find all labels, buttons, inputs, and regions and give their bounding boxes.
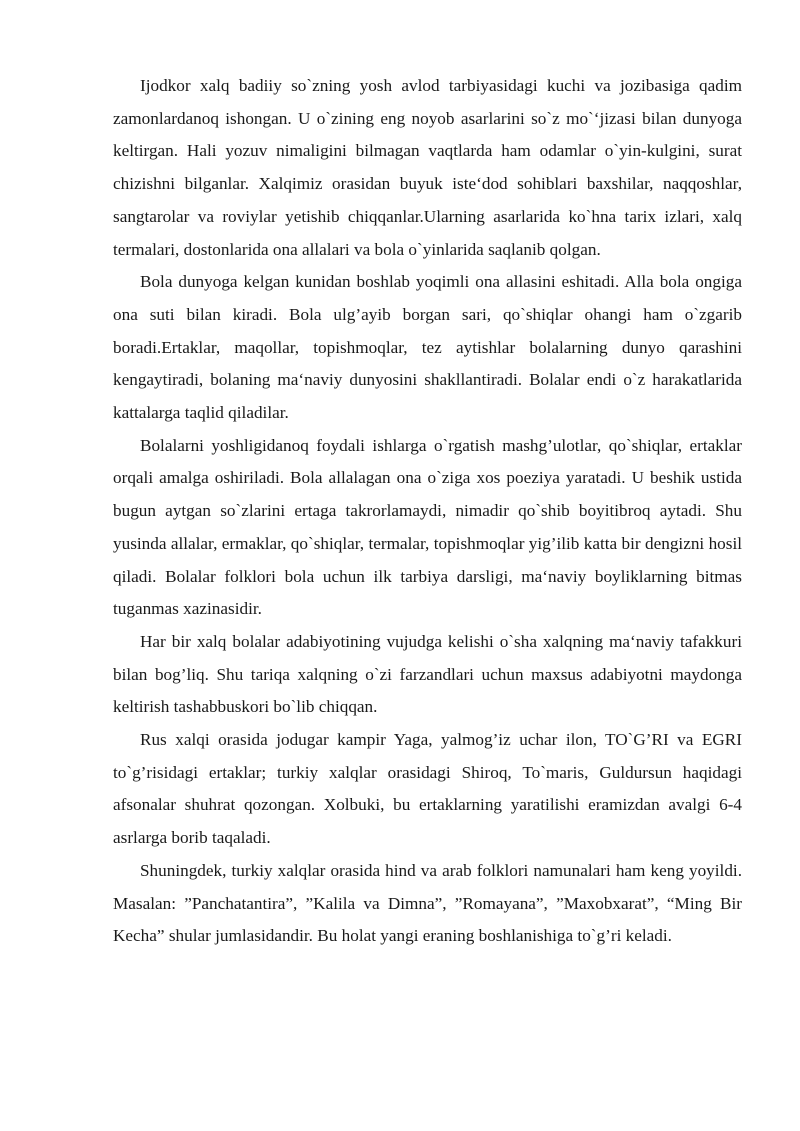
paragraph-4: Har bir xalq bolalar adabiyotining vujudga kelishi o`sha xalqning ma‘naviy tafakkuri bilan bog’liq. Shu tariqa xalqning o`zi farzandlari uchun maxsus adabiyotni maydonga keltirish tashabbuskori bo`lib chiqqan.: [113, 631, 742, 717]
paragraph-5: Rus xalqi orasida jodugar kampir Yaga, yalmog’iz uchar ilon, TO`G’RI va EGRI to`g’risidagi ertaklar; turkiy xalqlar orasidagi Shiroq, To`maris, Guldursun haqidagi afsonalar shuhrat qozongan. Xolbuki, bu ertaklarning yaratilishi eramizdan avalgi 6-4 asrlarga borib taqaladi.: [113, 730, 742, 848]
paragraph-2: Bola dunyoga kelgan kunidan boshlab yoqimli ona allasini eshitadi. Alla bola ongiga ona suti bilan kiradi. Bola ulg’ayib borgan sari, qo`shiqlar ohangi ham o`zgarib boradi.Ertaklar, maqollar, topishmoqlar, tez aytishlar bolalarning dunyo qarashini kengaytiradi, bolaning ma‘naviy dunyosini shakllantiradi. Bolalar endi o`z harakatlarida kattalarga taqlid qiladilar.: [113, 272, 742, 423]
paragraph-3: Bolalarni yoshligidanoq foydali ishlarga o`rgatish mashg’ulotlar, qo`shiqlar, ertaklar orqali amalga oshiriladi. Bola allalagan ona o`ziga xos poeziya yaratadi. U beshik ustida bugun aytgan so`zlarini ertaga takrorlamaydi, nimadir qo`shib boyitibroq aytadi. Shu yusinda allalar, ermaklar, qo`shiqlar, termalar, topishmoqlar yig’ilib katta bir dengizni hosil qiladi. Bolalar folklori bola uchun ilk tarbiya darsligi, ma‘naviy boyliklarning bitmas tuganmas xazinasidir.: [113, 435, 742, 619]
document-page: [113, 70, 742, 953]
paragraph-6: Shuningdek, turkiy xalqlar orasida hind va arab folklori namunalari ham keng yoyildi. Masalan: ”Panchatantira”, ”Kalila va Dimna”, ”Romayana”, ”Maxobxarat”, “Ming Bir Kecha” shular jumlasidandir. Bu holat yangi eraning boshlanishiga to`g’ri keladi.: [113, 860, 742, 946]
paragraph-1: Ijodkor xalq badiiy so`zning yosh avlod tarbiyasidagi kuchi va jozibasiga qadim zamonlardanoq ishongan. U o`zining eng noyob asarlarini so`z mo`‘jizasi bilan dunyoga keltirgan. Hali yozuv nimaligini bilmagan vaqtlarda ham odamlar o`yin-kulgini, surat chizishni bilganlar. Xalqimiz orasidan buyuk iste‘dod sohiblari baxshilar, naqqoshlar, sangtarolar va roviylar yetishib chiqqanlar.Ularning asarlarida ko`hna tarix izlari, xalq termalari, dostonlarida ona allalari va bola o`yinlarida saqlanib qolgan.: [113, 76, 742, 259]
